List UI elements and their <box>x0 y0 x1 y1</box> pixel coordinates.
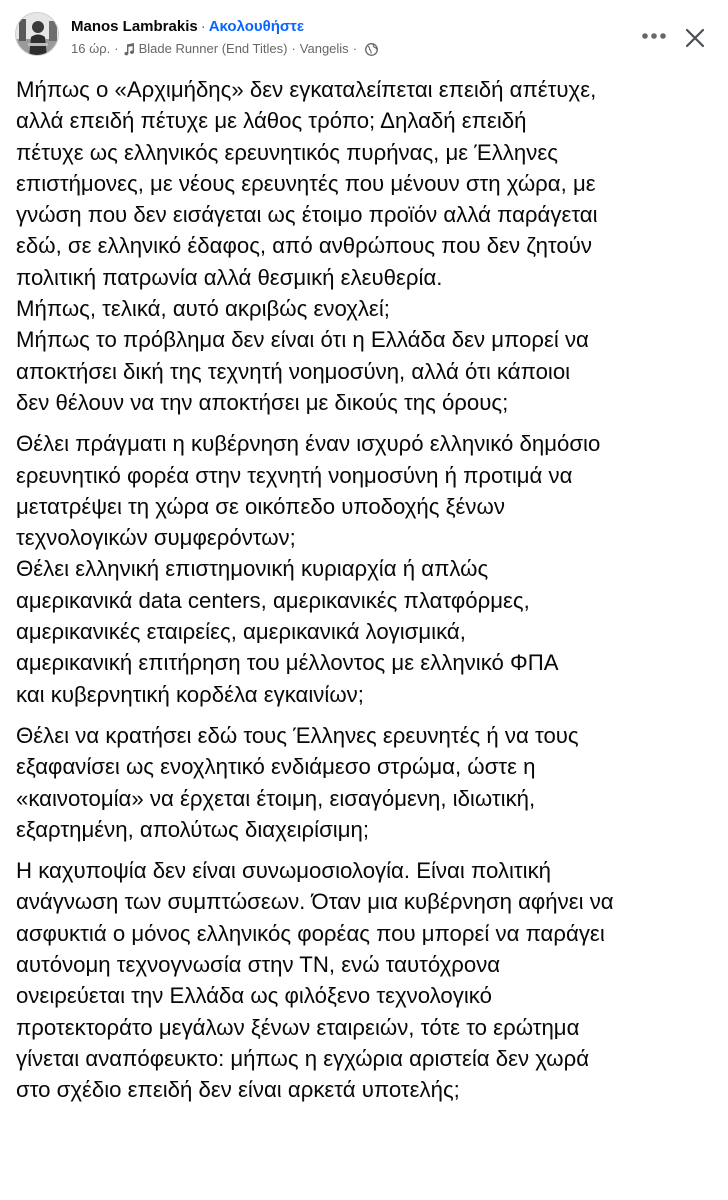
post-header <box>0 0 728 68</box>
close-button[interactable] <box>681 24 709 52</box>
post-meta <box>71 40 378 58</box>
post-text-line: Η καχυποψία δεν είναι συνωμοσιολογία. Είναι πολιτική <box>16 858 552 884</box>
post-paragraph <box>16 720 722 845</box>
post-text-line: δεν θέλουν να την αποκτήσει με δικούς της όρους; <box>16 389 509 415</box>
post-text-line: γίνεται αναπόφευκτο: μήπως η εγχώρια αριστεία δεν χωρά <box>16 1045 590 1071</box>
close-icon <box>685 28 705 48</box>
meta-separator: · <box>114 41 119 56</box>
more-options-button[interactable] <box>636 24 672 48</box>
post-text-line: πέτυχε ως ελληνικός ερευνητικός πυρήνας, με Έλληνες <box>16 139 558 165</box>
post-text-line: ανάγνωση των συμπτώσεων. Όταν μια κυβέρνηση αφήνει να <box>16 889 614 915</box>
header-separator: · <box>200 18 206 35</box>
avatar-image <box>16 13 59 56</box>
avatar[interactable] <box>15 12 59 56</box>
post-paragraph <box>16 74 722 418</box>
post-text-line: Μήπως ο «Αρχιμήδης» δεν εγκαταλείπεται επειδή απέτυχε, <box>16 77 597 102</box>
post-text-line: αποκτήσει δική της τεχνητή νοημοσύνη, αλλά ότι κάποιοι <box>16 358 571 384</box>
post-text-line: «καινοτομία» να έρχεται έτοιμη, εισαγόμενη, ιδιωτική, <box>16 785 536 811</box>
post-text-line: Μήπως το πρόβλημα δεν είναι ότι η Ελλάδα δεν μπορεί να <box>16 327 589 353</box>
music-track[interactable]: Blade Runner (End Titles) <box>138 41 288 56</box>
post-text-line: Μήπως, τελικά, αυτό ακριβώς ενοχλεί; <box>16 296 390 322</box>
post-text-line: ερευνητικό φορέα στην τεχνητή νοημοσύνη ή προτιμά να <box>16 462 573 488</box>
meta-separator-2: · <box>291 41 296 56</box>
post-text-line: ονειρεύεται την Ελλάδα ως φιλόξενο τεχνολογικό <box>16 983 492 1009</box>
post-text-line: και κυβερνητική κορδέλα εγκαινίων; <box>16 681 364 707</box>
music-artist[interactable]: Vangelis <box>299 41 349 56</box>
post-paragraph <box>16 428 722 710</box>
post-text-line: γνώση που δεν εισάγεται ως έτοιμο προϊόν αλλά παράγεται <box>16 202 598 228</box>
follow-button[interactable]: Ακολουθήστε <box>208 18 304 35</box>
post-text-line: Θέλει ελληνική επιστημονική κυριαρχία ή απλώς <box>16 556 489 582</box>
post-text-line: προτεκτοράτο μεγάλων ξένων εταιρειών, τότε το ερώτημα <box>16 1014 580 1040</box>
post-text-line: μετατρέψει τη χώρα σε οικόπεδο υποδοχής ξένων <box>16 493 505 519</box>
music-note-icon <box>123 43 135 56</box>
more-options-icon <box>640 32 668 40</box>
meta-separator-3: · <box>352 41 358 56</box>
post-text-line: Θέλει πράγματι η κυβέρνηση έναν ισχυρό ελληνικό δημόσιο <box>16 431 601 457</box>
post-text-line: αμερικανικές εταιρείες, αμερικανικά λογισμικά, <box>16 619 466 645</box>
post-text-line: αυτόνομη τεχνογνωσία στην ΤΝ, ενώ ταυτόχρονα <box>16 952 501 978</box>
author-name[interactable]: Manos Lambrakis <box>71 18 198 35</box>
post-text-line: εδώ, σε ελληνικό έδαφος, από ανθρώπους που δεν ζητούν <box>16 233 592 259</box>
post-text-line: επιστήμονες, με νέους ερευνητές που μένουν στη χώρα, με <box>16 170 596 196</box>
post-timestamp[interactable]: 16 ώρ. <box>71 41 111 56</box>
author-line <box>71 17 304 37</box>
post-text-line: αλλά επειδή πέτυχε με λάθος τρόπο; Δηλαδή επειδή <box>16 108 527 134</box>
post-text-line: πολιτική πατρωνία αλλά θεσμική ελευθερία. <box>16 264 443 290</box>
post-text-line: ασφυκτιά ο μόνος ελληνικός φορέας που μπορεί να παράγει <box>16 920 605 946</box>
post-text-line: στο σχέδιο επειδή δεν είναι αρκετά υποτελής; <box>16 1077 460 1103</box>
post-text <box>16 74 722 1116</box>
post-text-line: αμερικανικά data centers, αμερικανικές πλατφόρμες, <box>16 587 530 613</box>
post-text-line: εξαρτημένη, απολύτως διαχειρίσιμη; <box>16 816 370 842</box>
post-text-line: Θέλει να κρατήσει εδώ τους Έλληνες ερευνητές ή να τους <box>16 722 579 748</box>
post-text-line: αμερικανική επιτήρηση του μέλλοντος με ελληνικό ΦΠΑ <box>16 650 559 676</box>
globe-icon[interactable] <box>365 43 378 56</box>
post-text-line: τεχνολογικών συμφερόντων; <box>16 525 296 551</box>
post-text-line: εξαφανίσει ως ενοχλητικό ενδιάμεσο στρώμα, ώστε η <box>16 754 536 780</box>
post-paragraph <box>16 855 722 1105</box>
